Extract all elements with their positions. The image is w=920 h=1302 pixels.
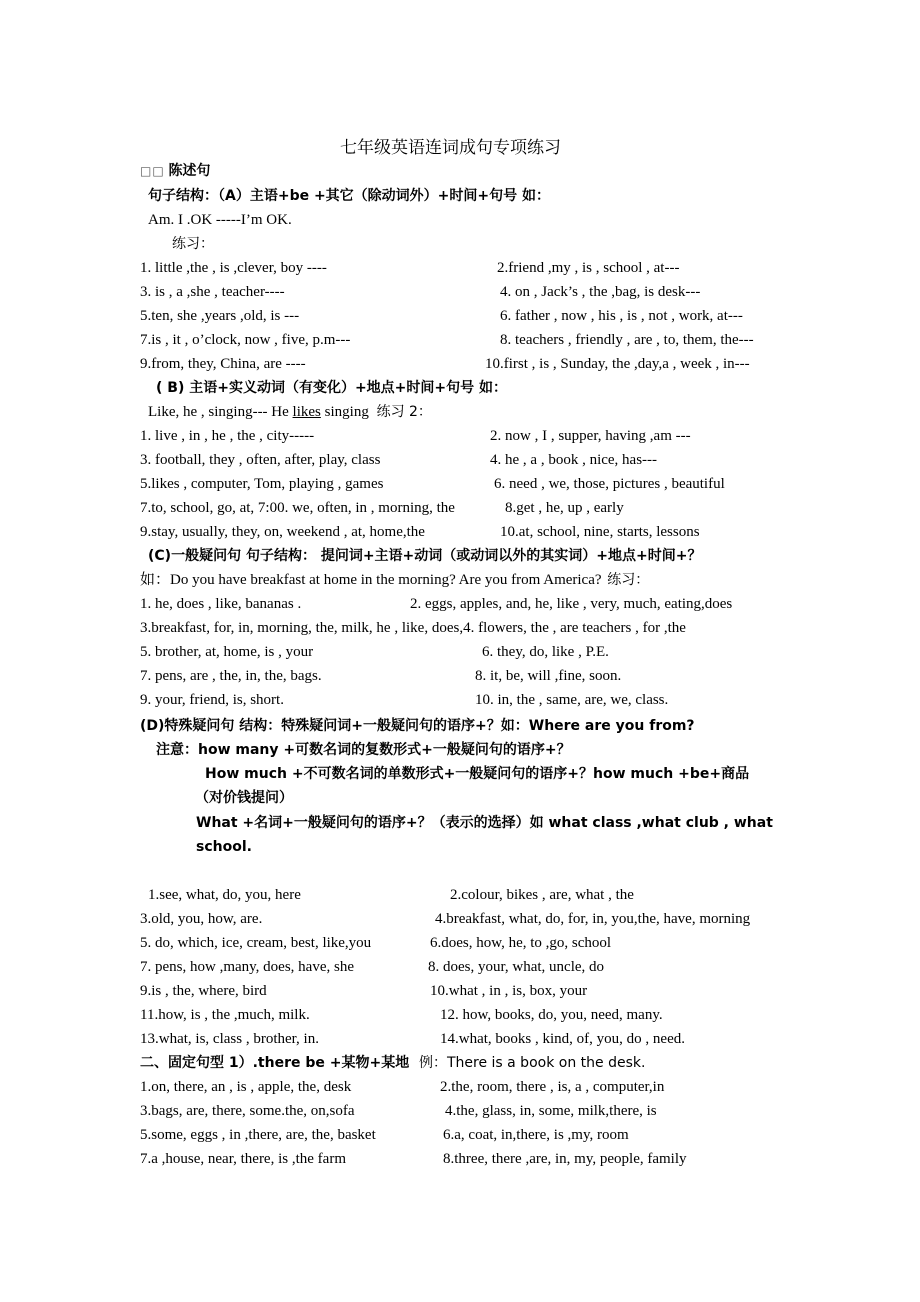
structure-b: ( B) 主语+实义动词（有变化）+地点+时间+句号 如： (156, 380, 508, 396)
example-b-text: Like, he , singing--- He (148, 404, 293, 420)
structure-a: 句子结构：（A）主语+be +其它（除动词外）+时间+句号 如： (148, 188, 551, 204)
exercise-item: 9.is , the, where, bird (140, 983, 267, 999)
note-how-much: How much +不可数名词的单数形式+一般疑问句的语序+？how much +be+商品 (205, 766, 750, 782)
exercise-item: 10. in, the , same, are, we, class. (475, 692, 669, 708)
example-a: Am. I .OK -----I’m OK. (148, 212, 292, 228)
exercise-item: 7.to, school, go, at, 7:00. we, often, in , morning, the (140, 500, 455, 516)
note-what: What +名词+一般疑问句的语序+？（表示的选择）如 what class ,what club , what (196, 815, 773, 831)
exercise-item: 2.the, room, there , is, a , computer,in (440, 1079, 665, 1095)
section-heading-fixed-patterns (140, 1053, 645, 1073)
practice-label-a: 练习： (172, 236, 214, 252)
exercise-item: 5.likes , computer, Tom, playing , games (140, 476, 384, 492)
exercise-item: 6. need , we, those, pictures , beautiful (494, 476, 725, 492)
exercise-item: 4. he , a , book , nice, has--- (490, 452, 658, 468)
exercise-item: 7. pens, are , the, in, the, bags. (140, 668, 322, 684)
exercise-item: 8. does, your, what, uncle, do (428, 959, 605, 975)
exercise-item: 8. teachers , friendly , are , to, them, the--- (500, 332, 754, 348)
exercise-item: 1. little ,the , is ,clever, boy ---- (140, 260, 327, 276)
exercise-item: 6.a, coat, in,there, is ,my, room (443, 1127, 629, 1143)
page-title: 七年级英语连词成句专项练习 (340, 138, 561, 158)
exercise-item: 2.friend ,my , is , school , at--- (497, 260, 680, 276)
exercise-item: 6. father , now , his , is , not , work, at--- (500, 308, 743, 324)
example-c-text: 如：Do you have breakfast at home in the morning? Are you from America? (140, 572, 602, 588)
exercise-item: 11.how, is , the ,much, milk. (140, 1007, 310, 1023)
exercise-item: 4.the, glass, in, some, milk,there, is (445, 1103, 657, 1119)
exercise-item: 7.a ,house, near, there, is ,the farm (140, 1151, 346, 1167)
exercise-item: 1.on, there, an , is , apple, the, desk (140, 1079, 352, 1095)
exercise-item: 3.old, you, how, are. (140, 911, 263, 927)
exercise-item: 1. he, does , like, bananas . (140, 596, 302, 612)
exercise-item: 9. your, friend, is, short. (140, 692, 284, 708)
exercise-item: 1. live , in , he , the , city----- (140, 428, 315, 444)
exercise-item: 8.three, there ,are, in, my, people, family (443, 1151, 687, 1167)
exercise-item: 3.breakfast, for, in, morning, the, milk, he , like, does,4. flowers, the , are teachers , for ,the (140, 620, 686, 636)
example-b (148, 402, 432, 422)
section-example: 例：There is a book on the desk. (418, 1055, 646, 1071)
exercise-item: 13.what, is, class , brother, in. (140, 1031, 319, 1047)
section-title: 陈述句 (168, 163, 211, 179)
exercise-item: 5. brother, at, home, is , your (140, 644, 314, 660)
exercise-item: 4.breakfast, what, do, for, in, you,the, have, morning (435, 911, 751, 927)
note-what-cont: school. (196, 839, 252, 855)
example-b-text-end: singing (320, 404, 369, 420)
exercise-item: 9.stay, usually, they, on, weekend , at, home,the (140, 524, 425, 540)
section-heading-statements (140, 161, 210, 181)
exercise-item: 14.what, books , kind, of, you, do , need. (440, 1031, 685, 1047)
section-title: 二、固定句型 1）.there be +某物+某地 (140, 1055, 410, 1071)
exercise-item: 2. eggs, apples, and, he, like , very, much, eating,does (410, 596, 733, 612)
exercise-item: 5.some, eggs , in ,there, are, the, basket (140, 1127, 376, 1143)
exercise-item: 6. they, do, like , P.E. (482, 644, 609, 660)
exercise-item: 8.get , he, up , early (505, 500, 624, 516)
exercise-item: 9.from, they, China, are ---- (140, 356, 306, 372)
exercise-item: 8. it, be, will ,fine, soon. (475, 668, 622, 684)
exercise-item: 4. on , Jack’s , the ,bag, is desk--- (500, 284, 701, 300)
exercise-item: 10.at, school, nine, starts, lessons (500, 524, 700, 540)
structure-c: (C)一般疑问句 句子结构： 提问词+主语+动词（或动词以外的其实词）+地点+时间+？ (148, 548, 702, 564)
exercise-item: 2.colour, bikes , are, what , the (450, 887, 634, 903)
exercise-item: 3. is , a ,she , teacher---- (140, 284, 285, 300)
exercise-item: 1.see, what, do, you, here (148, 887, 301, 903)
note-how-many: 注意：how many +可数名词的复数形式+一般疑问句的语序+？ (156, 742, 571, 758)
missing-glyph-marker: □□ (140, 164, 165, 178)
exercise-item: 10.first , is , Sunday, the ,day,a , week , in--- (485, 356, 750, 372)
exercise-item: 7.is , it , o’clock, now , five, p.m--- (140, 332, 351, 348)
exercise-item: 10.what , in , is, box, your (430, 983, 588, 999)
exercise-item: 6.does, how, he, to ,go, school (430, 935, 612, 951)
exercise-item: 12. how, books, do, you, need, many. (440, 1007, 663, 1023)
exercise-item: 5.ten, she ,years ,old, is --- (140, 308, 300, 324)
exercise-item: 3.bags, are, there, some.the, on,sofa (140, 1103, 355, 1119)
example-c (140, 570, 649, 590)
note-how-much-cont: （对价钱提问） (195, 790, 293, 806)
practice-label-b: 练习 2： (376, 404, 432, 420)
example-b-underlined: likes (292, 404, 321, 420)
exercise-item: 5. do, which, ice, cream, best, like,you (140, 935, 372, 951)
exercise-item: 3. football, they , often, after, play, class (140, 452, 381, 468)
practice-label-c: 练习： (607, 572, 650, 588)
exercise-item: 7. pens, how ,many, does, have, she (140, 959, 354, 975)
structure-d: (D)特殊疑问句 结构：特殊疑问词+一般疑问句的语序+？如：Where are you from? (140, 718, 695, 734)
exercise-item: 2. now , I , supper, having ,am --- (490, 428, 691, 444)
